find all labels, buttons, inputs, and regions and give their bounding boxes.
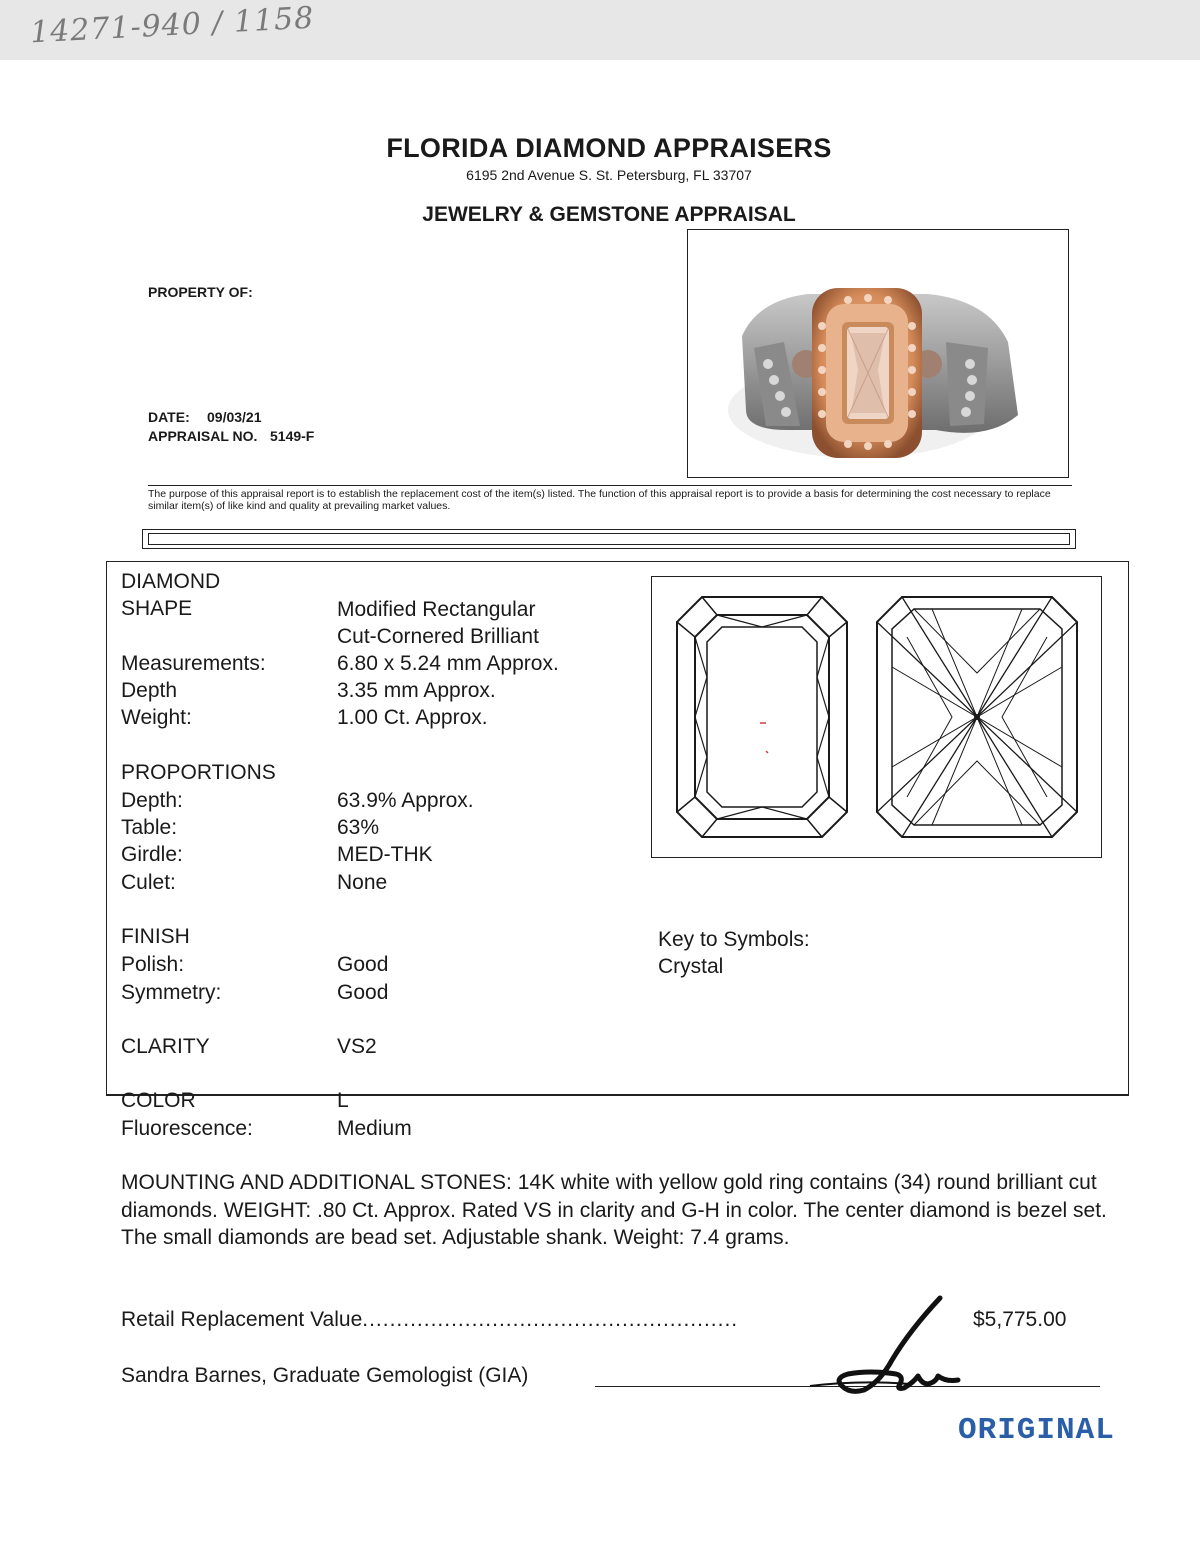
appraisal-number-label: APPRAISAL NO.: [148, 428, 258, 444]
girdle-label: Girdle:: [121, 843, 183, 866]
color-label: COLOR: [121, 1089, 196, 1112]
retail-value-leader: .......................................................: [362, 1308, 739, 1331]
symmetry-value: Good: [337, 981, 389, 1004]
retail-value-label: Retail Replacement Value: [121, 1308, 363, 1331]
banner-bar-inner: [148, 533, 1070, 545]
depth-percent-label: Depth:: [121, 789, 183, 812]
table-label: Table:: [121, 816, 178, 839]
company-name: FLORIDA DIAMOND APPRAISERS: [386, 133, 832, 163]
shape-value-line2: Cut-Cornered Brilliant: [337, 625, 539, 648]
girdle-value: MED-THK: [337, 843, 433, 866]
appraisal-number-value: 5149-F: [270, 428, 315, 444]
color-value: L: [337, 1089, 349, 1112]
depth-mm-value: 3.35 mm Approx.: [337, 679, 496, 702]
ring-photo: [687, 229, 1069, 478]
weight-value: 1.00 Ct. Approx.: [337, 706, 488, 729]
date-label: DATE:: [148, 409, 190, 425]
shape-label: SHAPE: [121, 597, 193, 620]
fluorescence-value: Medium: [337, 1117, 412, 1140]
crown-view-outline: [677, 597, 847, 837]
purpose-rule: [148, 485, 1072, 486]
section-proportions: PROPORTIONS: [121, 761, 276, 784]
measurements-value: 6.80 x 5.24 mm Approx.: [337, 652, 559, 675]
purpose-statement: The purpose of this appraisal report is to establish the replacement cost of the item(s) listed. The function of this appraisal report is to provide a basis for determining the cost necessary to replace similar item(s) of like kind and quality at prevailing market values.: [148, 488, 1051, 512]
polish-value: Good: [337, 953, 389, 976]
symmetry-label: Symmetry:: [121, 981, 222, 1004]
appraiser-name: Sandra Barnes, Graduate Gemologist (GIA): [121, 1364, 529, 1387]
culet-value: None: [337, 871, 388, 894]
crystal-symbol-marks: [760, 723, 768, 753]
clarity-value: VS2: [337, 1035, 377, 1058]
diamond-plot-diagram: [651, 576, 1102, 858]
measurements-label: Measurements:: [121, 652, 266, 675]
ring-illustration: [688, 230, 1069, 478]
mounting-description: MOUNTING AND ADDITIONAL STONES: 14K white with yellow gold ring contains (34) round brilliant cut diamonds. WEIGHT: .80 Ct. Approx. Rated VS in clarity and G-H in color. The center diamond is bezel set. The small diamonds are bead set. Adjustable shank. Weight: 7.4 grams.: [121, 1171, 1107, 1249]
clarity-label: CLARITY: [121, 1035, 210, 1058]
date-value: 09/03/21: [207, 409, 262, 425]
table-value: 63%: [337, 816, 380, 839]
pavilion-view-outline: [877, 597, 1077, 837]
handwritten-signature: [800, 1290, 970, 1400]
company-address: 6195 2nd Avenue S. St. Petersburg, FL 33707: [466, 167, 752, 183]
property-of-label: PROPERTY OF:: [148, 284, 253, 300]
depth-mm-label: Depth: [121, 679, 178, 702]
retail-value-amount: $5,775.00: [973, 1308, 1067, 1331]
handwritten-note: 14271-940 / 1158: [29, 0, 316, 51]
document-title: JEWELRY & GEMSTONE APPRAISAL: [422, 203, 796, 226]
weight-label: Weight:: [121, 706, 192, 729]
facet-diagram: [652, 577, 1103, 859]
fluorescence-label: Fluorescence:: [121, 1117, 253, 1140]
shape-value-line1: Modified Rectangular: [337, 598, 536, 621]
original-stamp: ORIGINAL: [958, 1413, 1115, 1448]
section-diamond: DIAMOND: [121, 570, 221, 593]
section-finish: FINISH: [121, 925, 190, 948]
key-to-symbols-title: Key to Symbols:: [658, 928, 810, 951]
depth-percent-value: 63.9% Approx.: [337, 789, 474, 812]
polish-label: Polish:: [121, 953, 185, 976]
key-to-symbols-item: Crystal: [658, 955, 724, 978]
culet-label: Culet:: [121, 871, 176, 894]
